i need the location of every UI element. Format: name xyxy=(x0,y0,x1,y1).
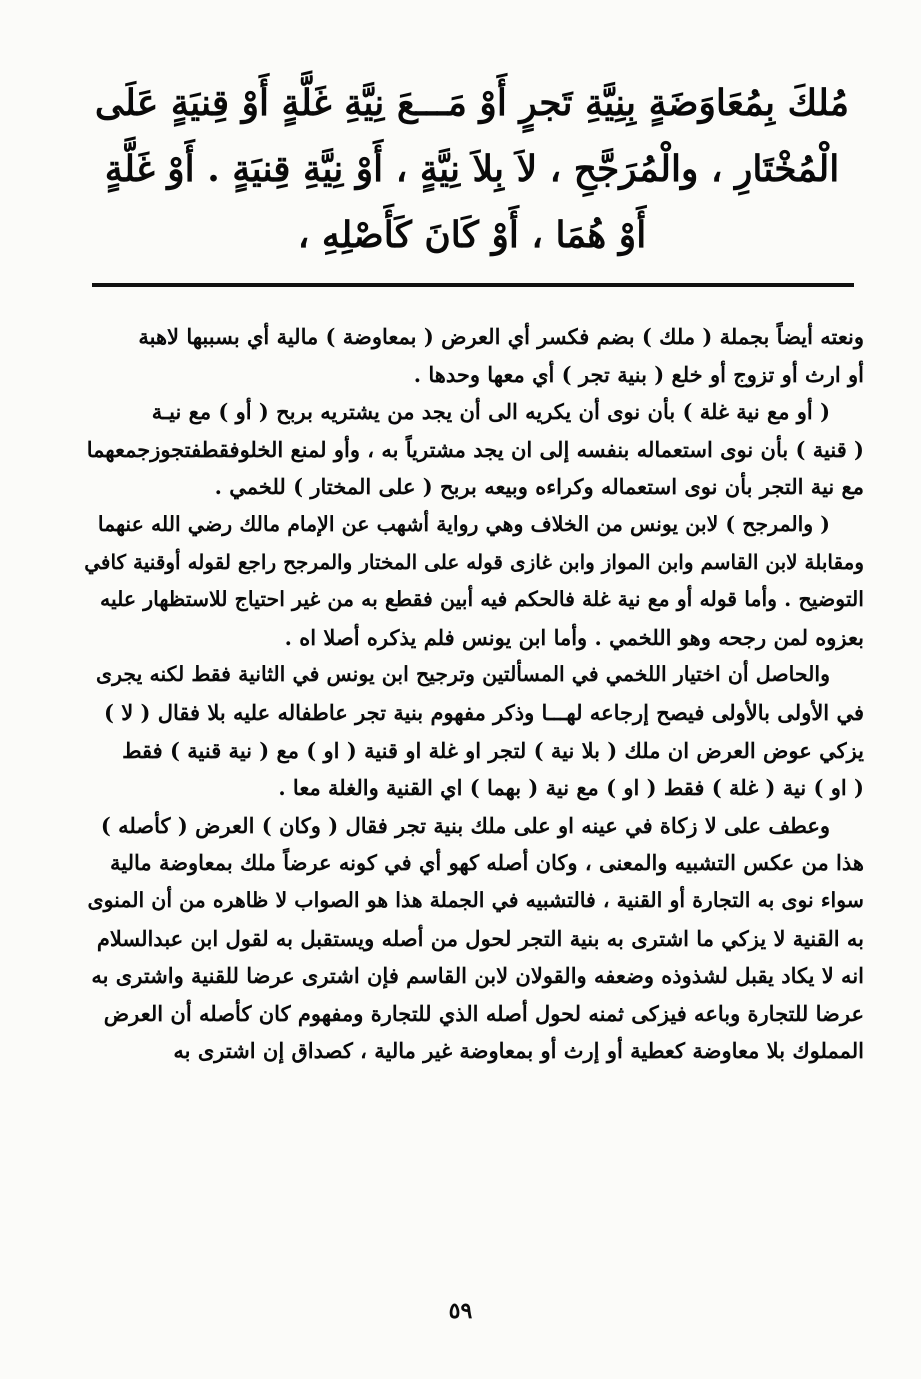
commentary-line: انه لا يكاد يقبل لشذوذه وضعفه والقولان لابن القاسم فإن اشترى عرضا للقنية واشترى به xyxy=(91,963,864,989)
commentary-line: عرضا للتجارة وباعه فيزكى ثمنه لحول أصله الذي للتجارة ومفهوم كان كأصله أن العرض xyxy=(103,1000,864,1026)
commentary-line: المملوك بلا معاوضة كعطية أو إرث أو بمعاوضة غير مالية ، كصداق إن اشترى به xyxy=(173,1038,864,1064)
commentary-line: التوضيح . وأما قوله أو مع نية غلة فالحكم فيه أبين فقطع به من غير احتياج للاستظهار عليه xyxy=(99,587,864,612)
commentary-line: في الأولى بالأولى فيصح إرجاعه لهـــا وذكر مفهوم بنية تجر عاطفاله عليه بلا فقال ( لا ) xyxy=(103,699,864,725)
page-number: ٥٩ xyxy=(448,1298,473,1324)
matn-line: أَوْ هُمَا ، أَوْ كَانَ كَأَصْلِهِ ، xyxy=(297,214,647,256)
commentary-line: به القنية لا يزكي ما اشترى به بنية التجر لحول من أصله ويستقبل به لقول ابن عبدالسلام xyxy=(96,925,864,951)
matn-line: الْمُخْتَارِ ، والْمُرَجَّحِ ، لاَ بِلاَ نِيَّةٍ ، أَوْ نِيَّةِ قِنيَةٍ . أَوْ غَلَّةٍ xyxy=(104,148,840,190)
commentary-line: بعزوه لمن رجحه وهو اللخمي . وأما ابن يونس فلم يذكره أصلا اه . xyxy=(284,624,864,650)
commentary-line: يزكي عوض العرض ان ملك ( بلا نية ) لتجر او غلة او قنية ( او ) مع ( نية قنية ) فقط xyxy=(122,737,864,763)
commentary-line: ( أو مع نية غلة ) بأن نوى أن يكريه الى أن يجد من يشتريه بربح ( أو ) مع نيـة xyxy=(151,399,830,425)
commentary-line: ونعته أيضاً بجملة ( ملك ) بضم فكسر أي العرض ( بمعاوضة ) مالية أي بسببها لاهبة xyxy=(138,324,864,349)
commentary-line: ( او ) نية ( غلة ) فقط ( او ) مع نية ( بهما ) اي القنية والغلة معا . xyxy=(278,775,864,801)
commentary-line: مع نية التجر بأن نوى استعماله وكراءه وبيعه بربح ( على المختار ) للخمي . xyxy=(214,474,864,500)
commentary-line: ( قنية ) بأن نوى استعماله بنفسه إلى ان يجد مشترياً به ، وأو لمنع الخلوفقطفتجوزجمعهما xyxy=(86,436,864,462)
matn-line: مُلكَ بِمُعَاوَضَةٍ بِنِيَّةِ تَجرٍ أَوْ مَـــعَ نِيَّةِ غَلَّةٍ أَوْ قِنيَةٍ عَلَى xyxy=(94,82,850,124)
matn-text-block xyxy=(92,70,852,268)
commentary-line: ( والمرجح ) لابن يونس من الخلاف وهي رواية أشهب عن الإمام مالك رضي الله عنهما xyxy=(97,511,830,536)
commentary-line: أو ارث أو تزوج أو خلع ( بنية تجر ) أي معها وحدها . xyxy=(413,361,864,387)
commentary-line: هذا من عكس التشبيه والمعنى ، وكان أصله كهو أي في كونه عرضاً ملك بمعاوضة مالية xyxy=(110,850,864,876)
commentary-text-block xyxy=(84,318,864,1070)
commentary-line: سواء نوى به التجارة أو القنية ، فالتشبيه في الجملة هذا هو الصواب لا ظاهره من أن المنوى xyxy=(87,887,864,912)
section-divider-rule xyxy=(92,283,854,287)
commentary-line: والحاصل أن اختيار اللخمي في المسألتين وترجيح ابن يونس في الثانية فقط لكنه يجرى xyxy=(96,662,830,687)
commentary-line: وعطف على لا زكاة في عينه او على ملك بنية تجر فقال ( وكان ) العرض ( كأصله ) xyxy=(100,812,830,838)
commentary-line: ومقابلة لابن القاسم وابن المواز وابن غازى قوله على المختار والمرجح راجع لقوله أوقنية كافي xyxy=(84,549,864,574)
